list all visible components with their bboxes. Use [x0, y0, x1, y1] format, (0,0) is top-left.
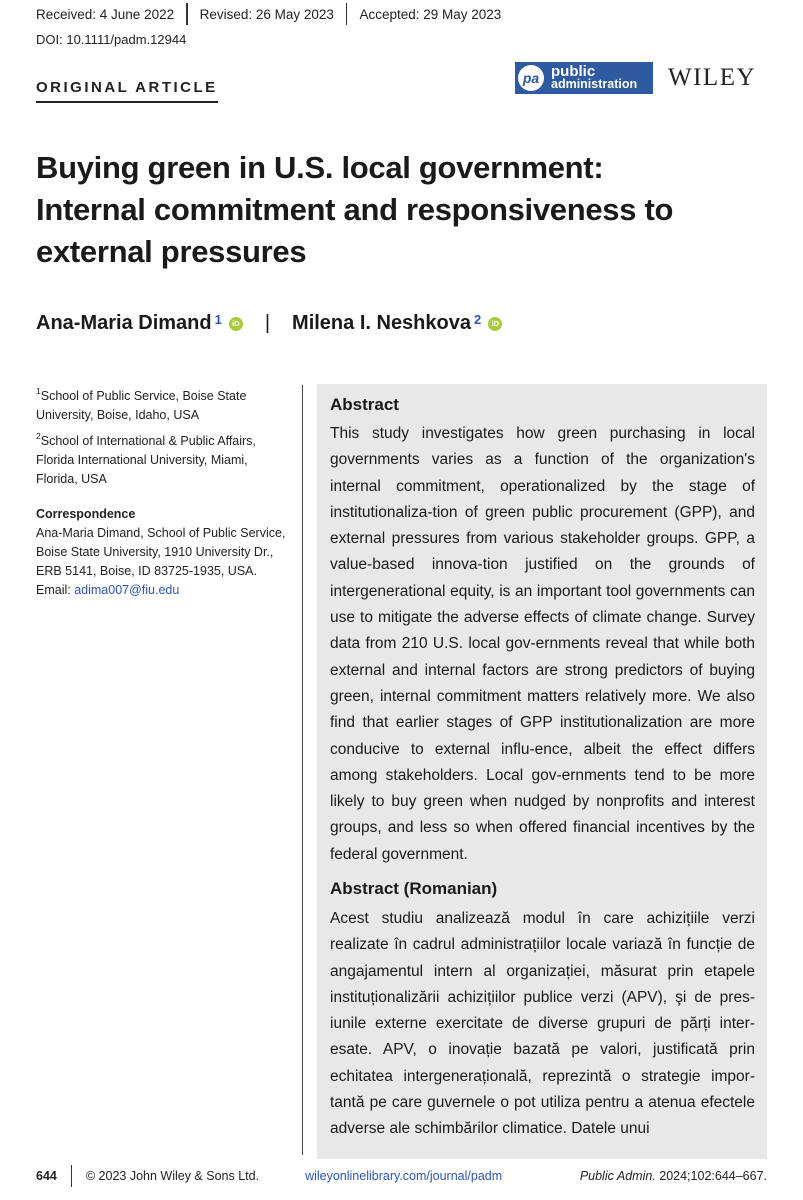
author-affiliation-ref[interactable]: 1: [214, 312, 222, 327]
citation: Public Admin. 2024;102:644–667.: [579, 1169, 767, 1183]
abstract-text: This study investigates how green purchasing in local governments varies as a function of the organization's internal commitment, operationalized by the stage of institutionaliza-tion of green public procurement (GPP), and external pressures from various stakeholder groups. GPP, a value-based innova-tion justified on the grounds of intergenerational equity, is an important tool governments can use to mitigate the adverse effects of climate change. Survey data from 210 U.S. local gov-ernments reveal that while both external and internal factors are strong predictors of buying green, internal commitment matters relatively more. We also find that earlier stages of GPP institutionalization are more conducive to external influ-ence, albeit the effect differs among stakeholders. Local gov-ernments tend to be more likely to buy green when nudged by nonprofits and interest groups, and less so when offered financial incentives by the federal government.: [330, 425, 755, 863]
orcid-icon[interactable]: iD: [229, 317, 243, 331]
article-dates: [36, 4, 501, 24]
column-divider: [302, 385, 303, 1155]
abstract-romanian-heading: Abstract (Romanian): [330, 879, 498, 898]
affiliation: $^2$School of International & Public Affairs, Florida International University, Miami, Florida, USA: [36, 431, 256, 487]
correspondence-title: Correspondence: [36, 507, 136, 521]
received-date: Received: 4 June 2022: [36, 6, 175, 22]
correspondence: [36, 505, 286, 600]
date-divider: [346, 3, 348, 25]
accepted-date: Accepted: 29 May 2023: [359, 6, 502, 22]
author-divider: |: [264, 312, 271, 334]
logo-line2: administration: [551, 77, 638, 91]
affiliation: $^1$School of Public Service, Boise State University, Boise, Idaho, USA: [36, 386, 247, 423]
article-title: Buying green in U.S. local government: Internal commitment and responsiveness to external pressures: [36, 150, 674, 269]
pa-logo-icon: pa: [515, 62, 547, 94]
author-name[interactable]: Milena I. Neshkova: [292, 312, 471, 334]
abstract-romanian-text: Acest studiu analizează modul în care achizițiile verzi realizate în cadrul administrațiilor locale variază în funcție de angajamentul intern al organizației, măsurat prin etapele instituționalizării achizițiilor publice verzi (APV), şi de pres-iunile externe exercitate de diverse grupuri de părți inter-esate. APV, o inovație bazată pe valori, justificată prin echitatea intergenerațională, reprezintă o strategie impor-tantă pe care guvernele o pot utiliza pentru a atenua efectele adverse ale schimbărilor climatice. Datele unui: [330, 910, 755, 1138]
correspondence-address: Ana-Maria Dimand, School of Public Service, Boise State University, 1910 University Dr., ERB 5141, Boise, ID 83725-1935, USA.: [36, 526, 286, 578]
revised-date: Revised: 26 May 2023: [199, 6, 334, 22]
journal-logo[interactable]: [515, 62, 653, 94]
page-footer: [36, 1165, 767, 1187]
footer-divider: [71, 1165, 72, 1187]
doi[interactable]: DOI: 10.1111/padm.12944: [36, 32, 187, 47]
author-affiliation-ref[interactable]: 2: [474, 312, 482, 327]
orcid-icon[interactable]: iD: [488, 317, 502, 331]
author-list: [36, 312, 502, 335]
logo-line1: public: [551, 63, 596, 80]
page-number: 644: [36, 1169, 57, 1183]
email-label: Email:: [36, 583, 75, 597]
article-type: ORIGINAL ARTICLE: [36, 79, 218, 103]
copyright: © 2023 John Wiley & Sons Ltd.: [85, 1169, 260, 1183]
date-divider: [186, 3, 188, 25]
journal-url-link[interactable]: wileyonlinelibrary.com/journal/padm: [305, 1169, 503, 1183]
author-name[interactable]: Ana-Maria Dimand: [36, 312, 212, 334]
abstract-heading: Abstract: [330, 395, 399, 414]
publisher-logo[interactable]: WILEY: [668, 64, 757, 91]
email-link[interactable]: adima007@fiu.edu: [74, 583, 180, 597]
